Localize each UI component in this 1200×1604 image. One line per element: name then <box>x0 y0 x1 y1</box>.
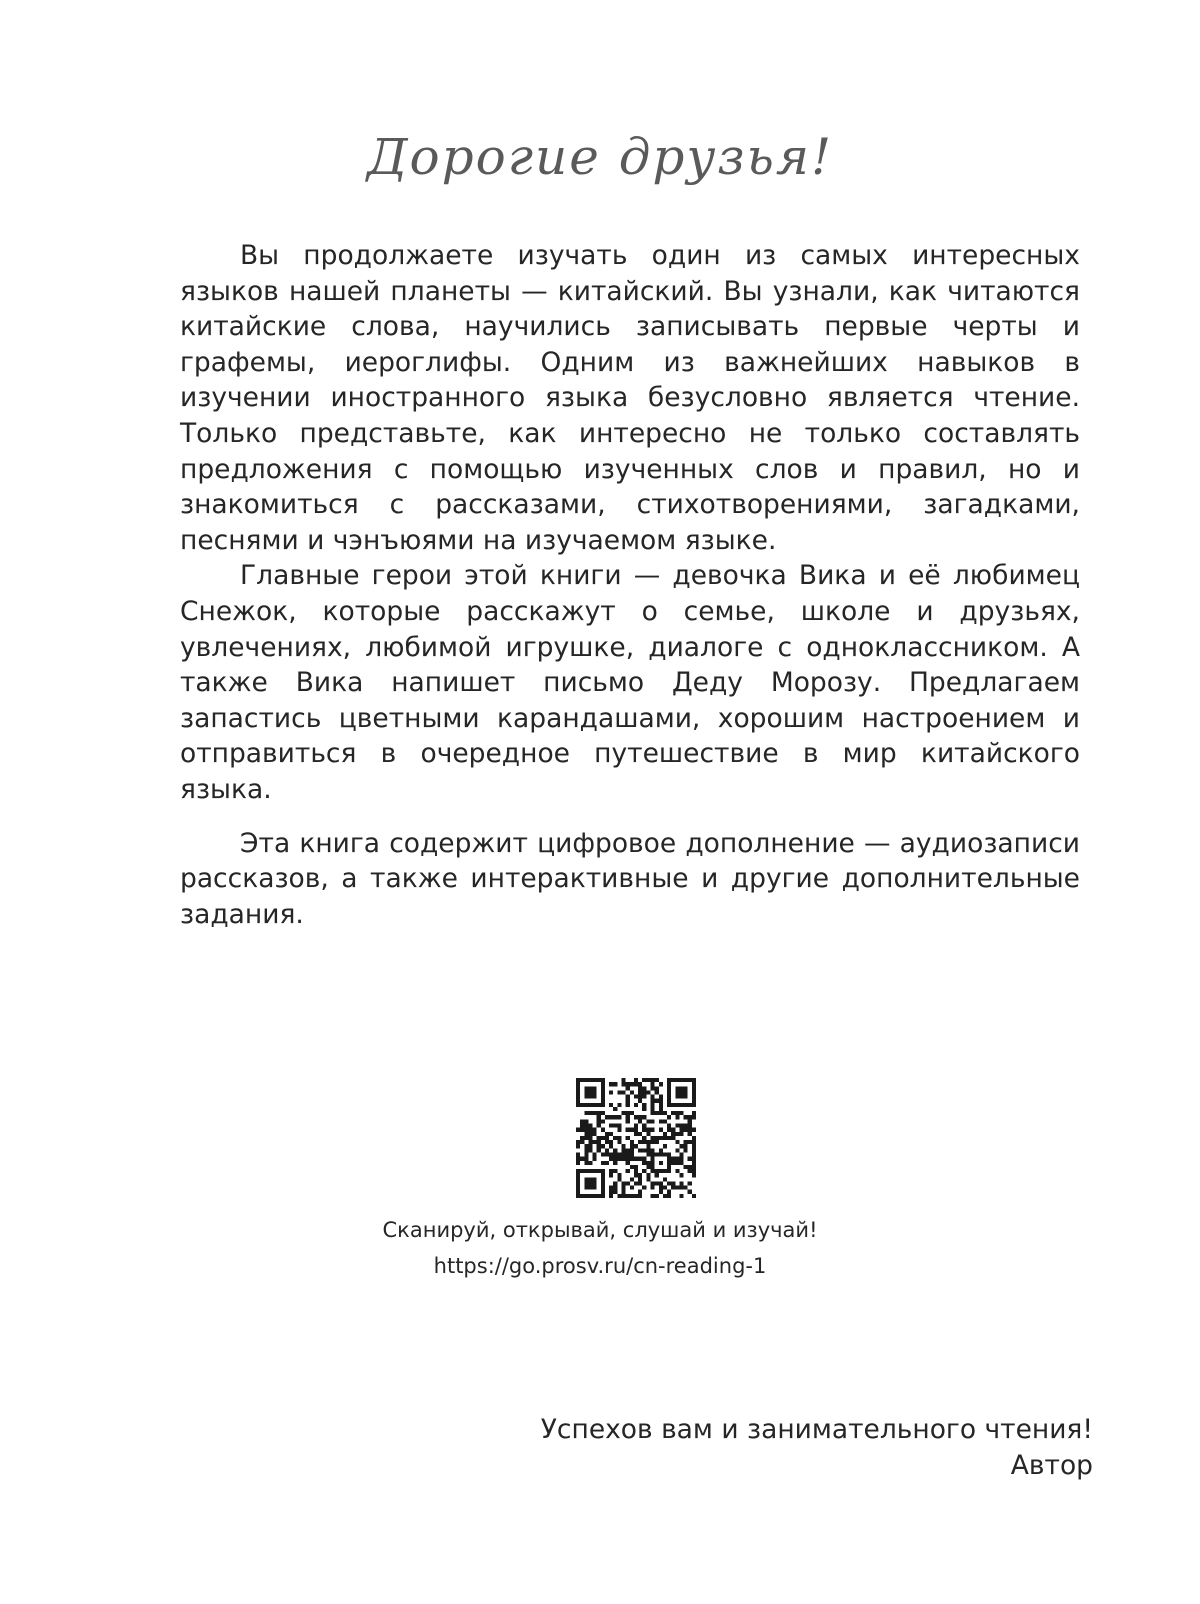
closing-wish: Успехов вам и занимательного чтения! <box>540 1414 1093 1445</box>
paragraph-digital: Эта книга содержит цифровое дополнение — аудиозаписи рассказов, а также интерактивные и другие дополнительные задания. <box>180 827 1080 930</box>
paragraph-intro: Вы продолжаете изучать один из самых интересных языков нашей планеты — китайский. Вы узнали, как читаются китайские слова, научились записывать первые черты и графемы, иероглифы. Одним из важнейших навыков в изучении иностранного языка безусловно является чтение. Только представьте, как интересно не только составлять предложения с помощью изученных слов и правил, но и знакомиться с рассказами, стихотворениями, загадками, песнями и чэнъюями на изучаемом языке. <box>180 240 1080 556</box>
closing-block <box>393 1412 1093 1484</box>
qr-code[interactable] <box>576 1078 696 1198</box>
paragraph-heroes: Главные герои этой книги — девочка Вика и её любимец Снежок, которые расскажут о семье, школе и друзьях, увлечениях, любимой игрушке, диалоге с одноклассником. А также Вика напишет письмо Деду Морозу. Предлагаем запастись цветными карандашами, хорошим настроением и отправиться в очередное путешествие в мир китайского языка. <box>180 560 1080 805</box>
qr-caption-block <box>0 1212 1200 1284</box>
qr-caption-text: Сканируй, открывай, слушай и изучай! <box>382 1218 818 1242</box>
page-title: Дорогие друзья! <box>366 128 834 186</box>
author-signature: Автор <box>1010 1450 1093 1481</box>
preface-body <box>180 238 1080 932</box>
qr-url-link[interactable]: https://go.prosv.ru/cn-reading-1 <box>433 1254 767 1278</box>
qr-code-image <box>576 1078 696 1198</box>
